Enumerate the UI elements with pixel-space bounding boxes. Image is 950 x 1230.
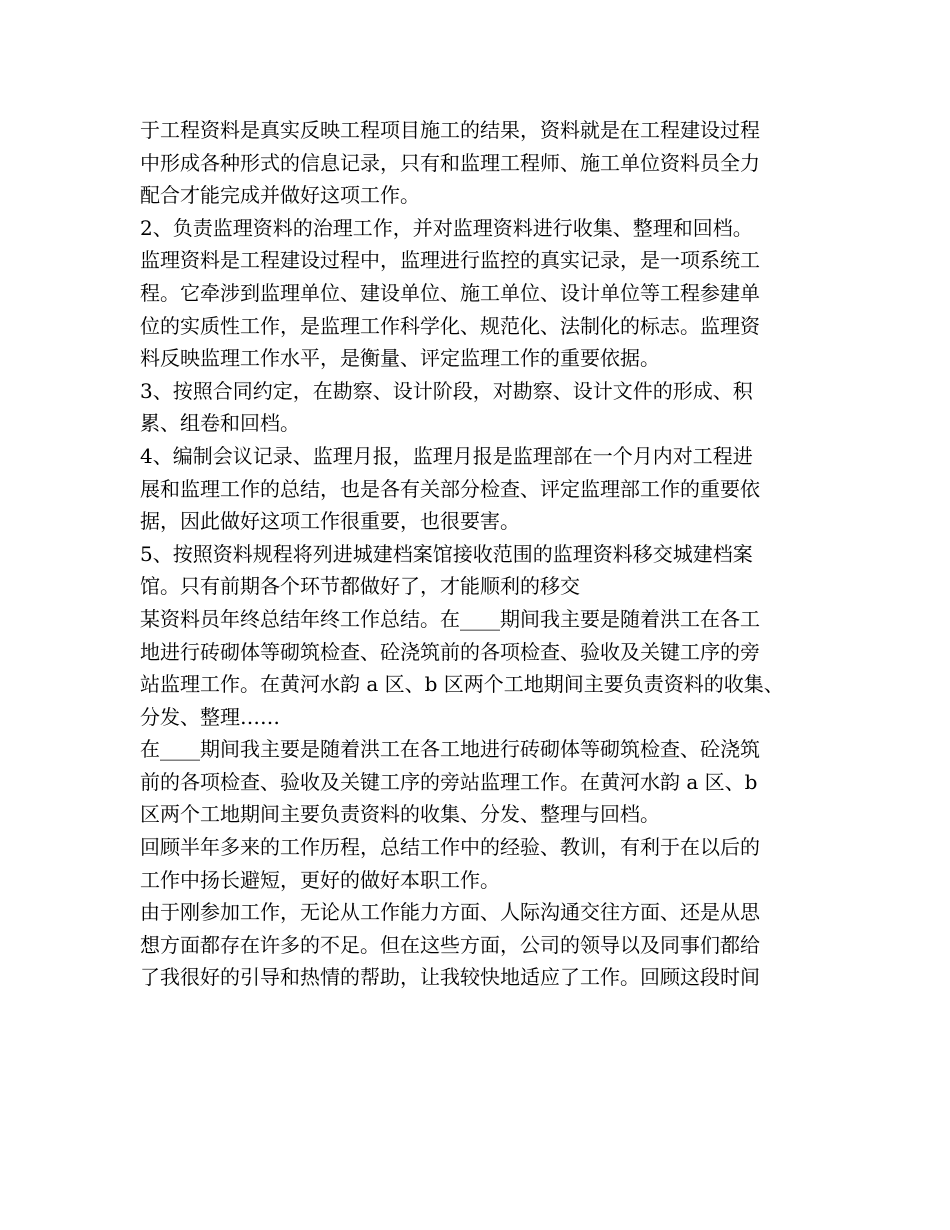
text-line: 分发、整理…… [140, 704, 280, 729]
text-line: 于工程资料是真实反映工程项目施工的结果，资料就是在工程建设过程 [140, 118, 760, 142]
text-line: 回顾半年多来的工作历程，总结工作中的经验、教训，有利于在以后的 [140, 835, 760, 860]
text-line: 工作中扬长避短，更好的做好本职工作。 [140, 867, 500, 892]
text-line: 料反映监理工作水平，是衡量、评定监理工作的重要依据。 [140, 346, 660, 371]
text-line: 配合才能完成并做好这项工作。 [140, 183, 420, 208]
text-line: 区两个工地期间主要负责资料的收集、分发、整理与回档。 [140, 802, 660, 827]
text-line: 馆。只有前期各个环节都做好了，才能顺利的移交 [140, 574, 580, 599]
text-line: 了我很好的引导和热情的帮助，让我较快地适应了工作。回顾这段时间 [140, 965, 760, 990]
text-line: 由于刚参加工作，无论从工作能力方面、人际沟通交往方面、还是从思 [140, 900, 760, 925]
text-line: 3、按照合同约定，在勘察、设计阶段，对勘察、设计文件的形成、积 [140, 378, 753, 403]
text-line: 在____期间我主要是随着洪工在各工地进行砖砌体等砌筑检查、砼浇筑 [140, 737, 760, 762]
text-line: 监理资料是工程建设过程中，监理进行监控的真实记录，是一项系统工 [140, 248, 760, 273]
text-line: 程。它牵涉到监理单位、建设单位、施工单位、设计单位等工程参建单 [140, 280, 760, 305]
text-line: 展和监理工作的总结，也是各有关部分检查、评定监理部工作的重要依 [140, 476, 760, 501]
text-line: 中形成各种形式的信息记录，只有和监理工程师、施工单位资料员全力 [140, 150, 760, 175]
text-line: 地进行砖砌体等砌筑检查、砼浇筑前的各项检查、验收及关键工序的旁 [140, 639, 760, 664]
text-line: 2、负责监理资料的治理工作，并对监理资料进行收集、整理和回档。 [140, 215, 753, 240]
text-line: 站监理工作。在黄河水韵 a 区、b 区两个工地期间主要负责资料的收集、 [140, 672, 784, 697]
text-line: 位的实质性工作，是监理工作科学化、规范化、法制化的标志。监理资 [140, 313, 760, 338]
text-line: 4、编制会议记录、监理月报，监理月报是监理部在一个月内对工程进 [140, 443, 753, 468]
text-line: 某资料员年终总结年终工作总结。在____期间我主要是随着洪工在各工 [140, 606, 760, 631]
text-line: 累、组卷和回档。 [140, 411, 300, 436]
text-line: 前的各项检查、验收及关键工序的旁站监理工作。在黄河水韵 a 区、b [140, 769, 758, 794]
text-line: 想方面都存在许多的不足。但在这些方面，公司的领导以及同事们都给 [140, 932, 760, 957]
document-body [140, 114, 820, 994]
text-line: 5、按照资料规程将列进城建档案馆接收范围的监理资料移交城建档案 [140, 541, 753, 566]
text-line: 据，因此做好这项工作很重要，也很要害。 [140, 509, 520, 534]
